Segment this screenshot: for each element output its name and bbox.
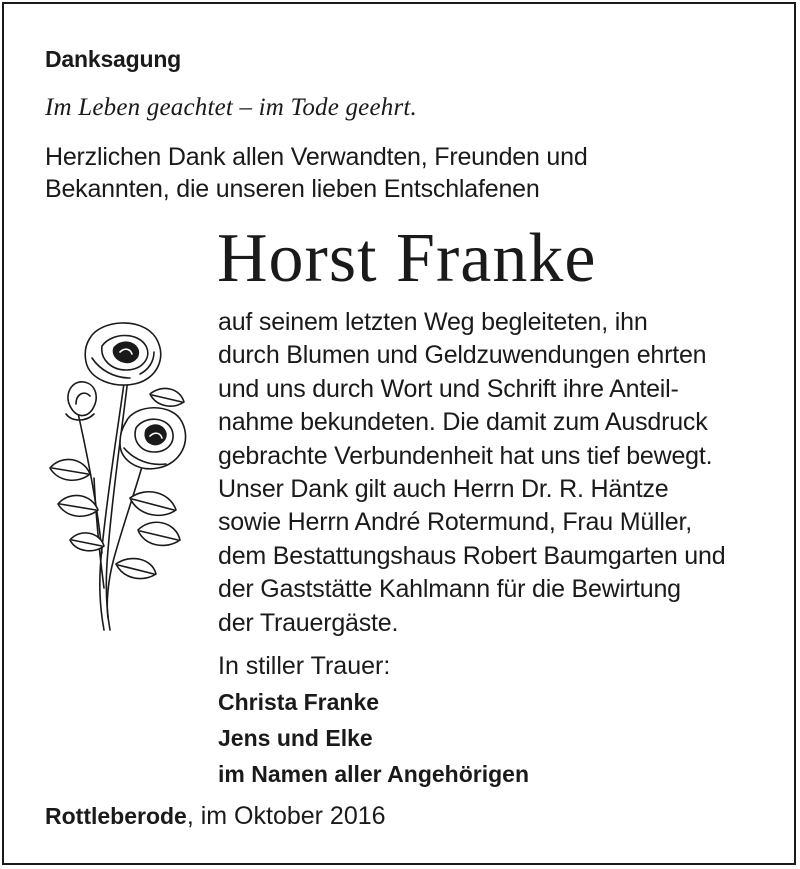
body-line: der Trauergäste. <box>218 608 399 637</box>
body-line: gebrachte Verbundenheit hat uns tief bewegt. <box>218 441 713 470</box>
body-line: und uns durch Wort und Schrift ihre Anteil- <box>218 374 679 403</box>
notice-heading: Danksagung <box>45 46 182 72</box>
notice-motto: Im Leben geachtet – im Tode geehrt. <box>45 94 417 121</box>
date-text: , im Oktober 2016 <box>186 802 386 830</box>
deceased-name: Horst Franke <box>217 220 597 297</box>
notice-body <box>218 306 725 640</box>
body-line: Unser Dank gilt auch Herrn Dr. R. Häntze <box>218 475 669 504</box>
mourner-name: Jens und Elke <box>218 725 373 751</box>
mourner-name: Christa Franke <box>218 689 380 715</box>
body-line: der Gaststätte Kahlmann für die Bewirtung <box>218 575 681 604</box>
intro-line: Herzlichen Dank allen Verwandten, Freunden und <box>45 143 588 171</box>
roses-illustration-icon <box>30 318 200 638</box>
body-line: auf seinem letzten Weg begleiteten, ihn <box>218 308 648 336</box>
rose-bud-icon <box>66 382 96 420</box>
mourners-block <box>218 648 529 792</box>
mourner-name: im Namen aller Angehörigen <box>218 761 529 787</box>
place-name: Rottleberode <box>45 803 187 829</box>
rose-top-icon <box>85 323 161 385</box>
body-line: sowie Herrn André Rotermund, Frau Müller, <box>218 508 692 537</box>
intro-line: Bekannten, die unseren lieben Entschlafenen <box>45 175 540 203</box>
body-line: nahme bekundeten. Die damit zum Ausdruck <box>218 408 708 437</box>
body-line: durch Blumen und Geldzuwendungen ehrten <box>218 341 707 370</box>
rose-middle-icon <box>120 408 186 469</box>
body-line: dem Bestattungshaus Robert Baumgarten und <box>218 541 726 570</box>
place-date-line <box>45 800 386 833</box>
mourning-intro: In stiller Trauer: <box>218 652 391 680</box>
